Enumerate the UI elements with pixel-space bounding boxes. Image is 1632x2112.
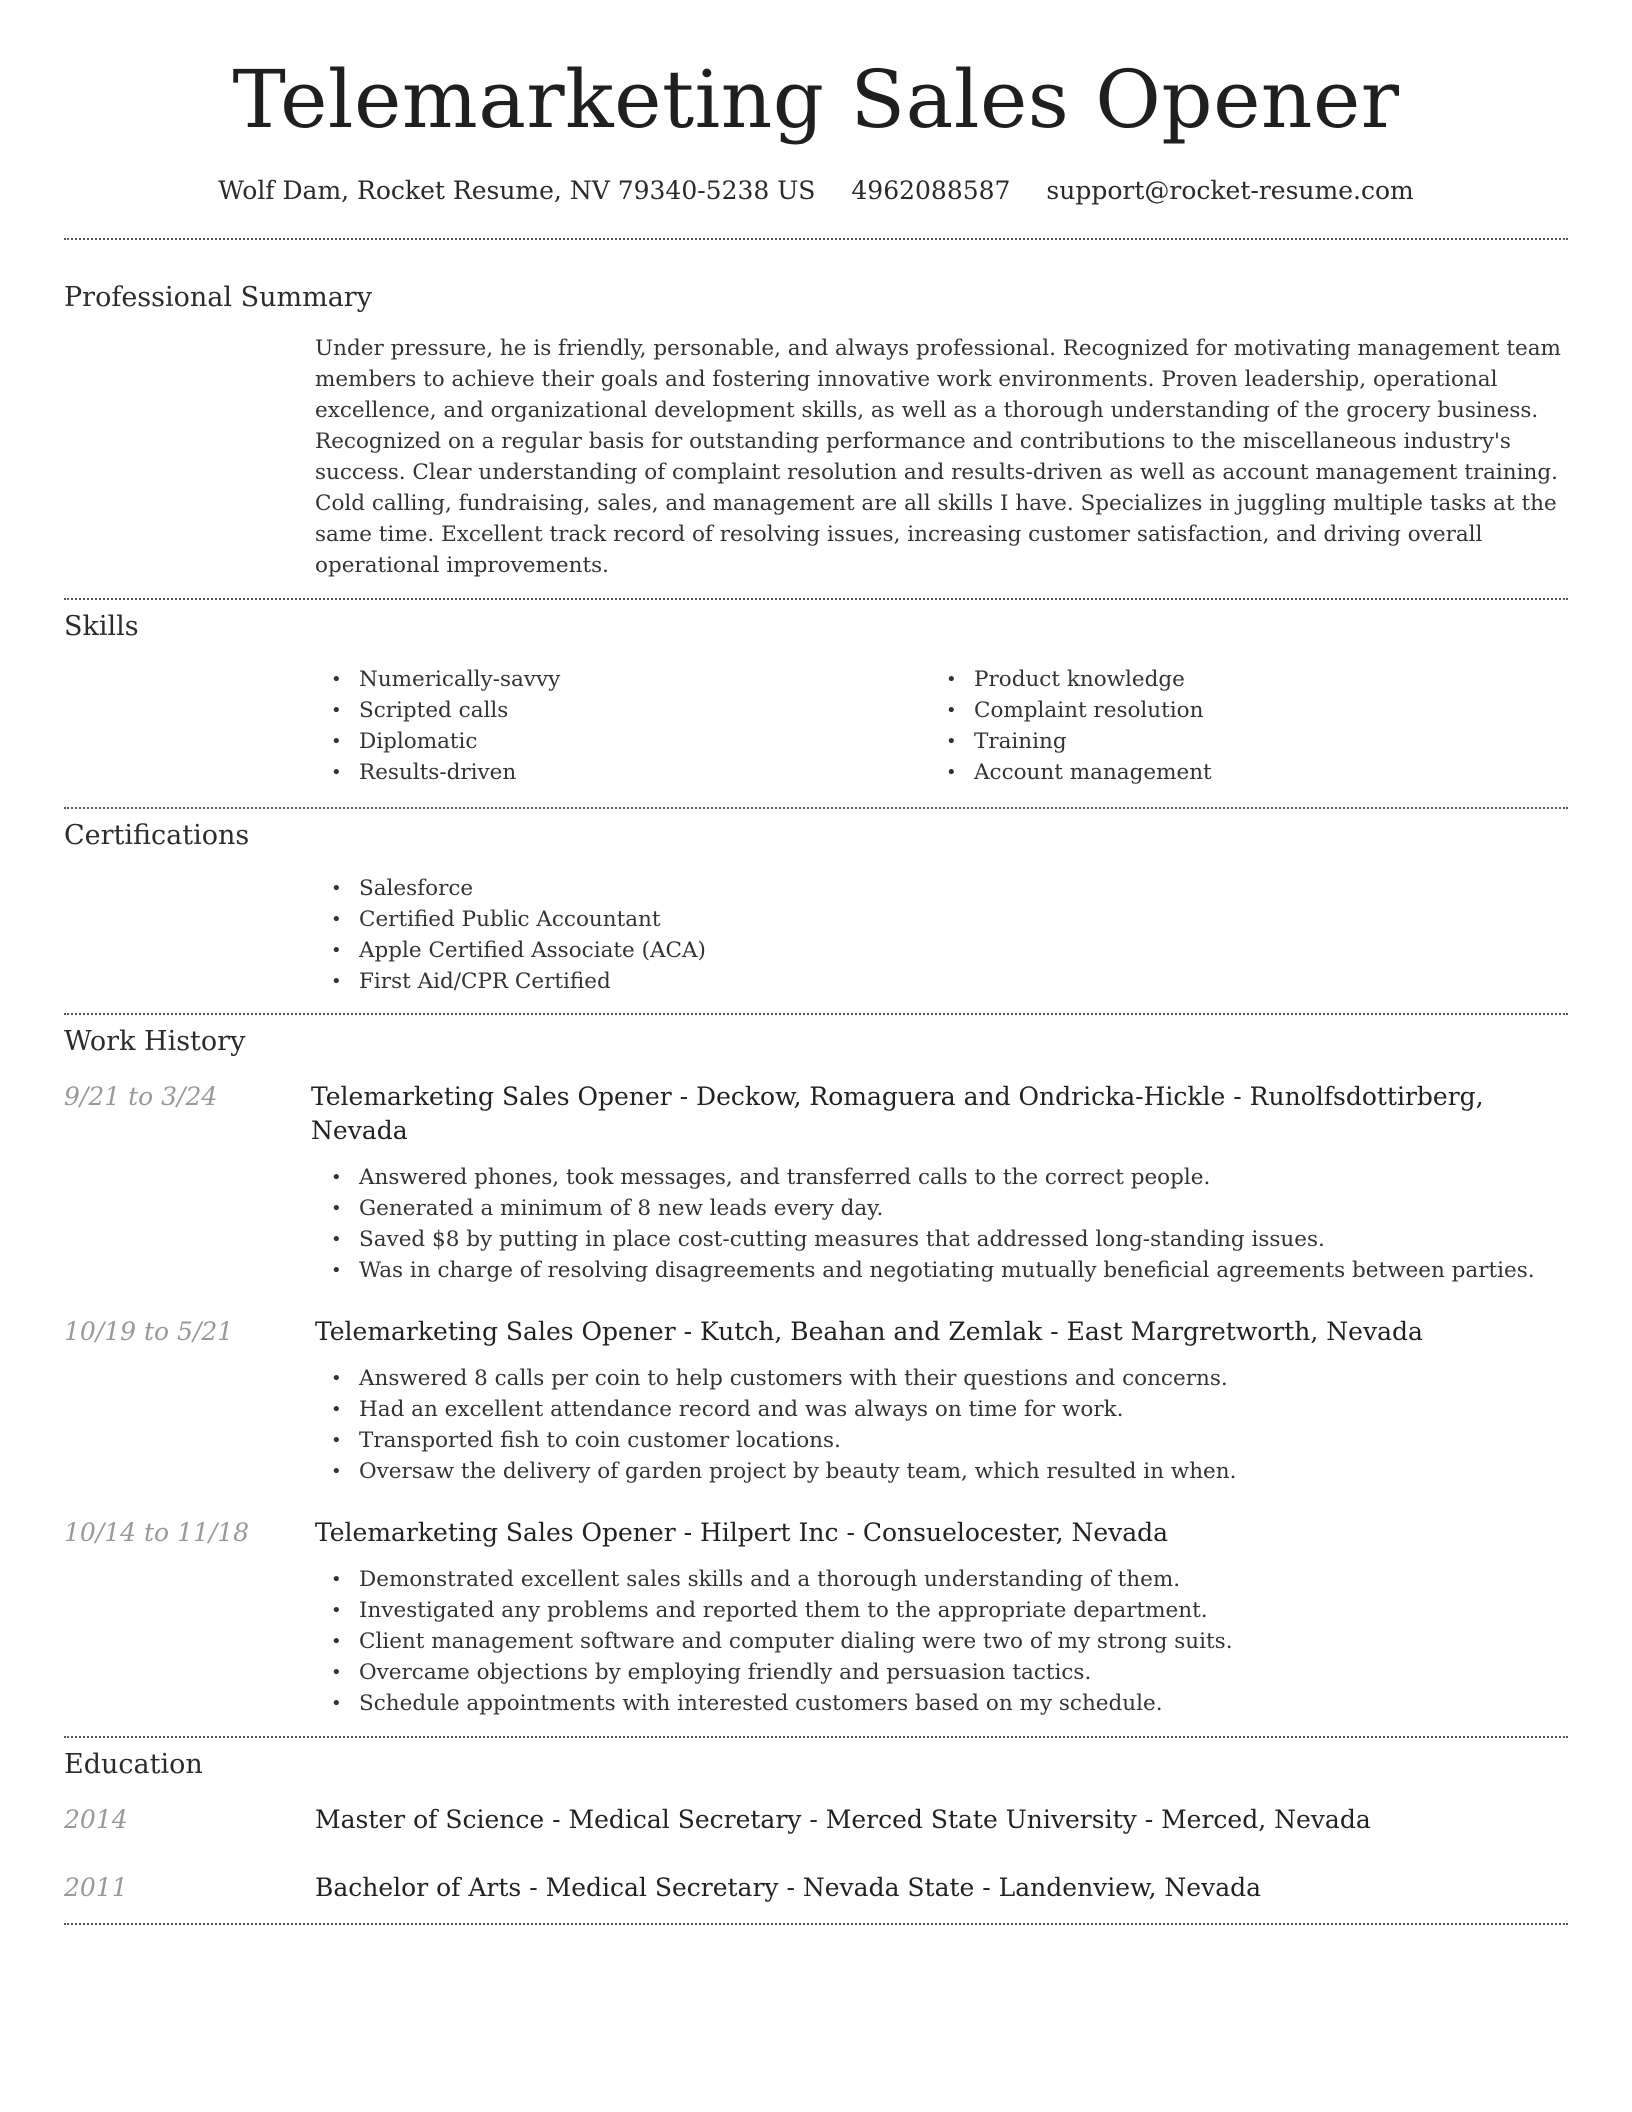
job-bullet: • Investigated any problems and reported them to the appropriate department. xyxy=(315,1595,1568,1626)
divider xyxy=(64,598,1568,600)
section-title-skills: Skills xyxy=(64,611,139,642)
job-bullet: • Answered 8 calls per coin to help customers with their questions and concerns. xyxy=(315,1363,1568,1394)
skill-item: • Diplomatic xyxy=(315,726,930,757)
job-bullet: • Demonstrated excellent sales skills and a thorough understanding of them. xyxy=(315,1564,1568,1595)
job-dates: 9/21 to 3/24 xyxy=(64,1082,218,1111)
skill-item: • Training xyxy=(930,726,1545,757)
certification-item: • Apple Certified Associate (ACA) xyxy=(315,935,1568,966)
section-education xyxy=(64,1747,1568,1905)
job-bullet: • Client management software and computer dialing were two of my strong suits. xyxy=(315,1626,1568,1657)
job-dates: 10/14 to 11/18 xyxy=(64,1518,250,1547)
section-title-education: Education xyxy=(64,1749,203,1780)
contact-phone: 4962088587 xyxy=(851,176,1011,205)
section-title-certifications: Certifications xyxy=(64,820,250,851)
job-bullet: • Saved $8 by putting in place cost-cutting measures that addressed long-standing issues. xyxy=(315,1224,1568,1255)
skill-item: • Results-driven xyxy=(315,757,930,788)
skill-item: • Account management xyxy=(930,757,1545,788)
job-dates: 10/19 to 5/21 xyxy=(64,1317,234,1346)
education-heading: Bachelor of Arts - Medical Secretary - Nevada State - Landenview, Nevada xyxy=(315,1873,1262,1902)
job-header xyxy=(64,1315,1568,1349)
job-header xyxy=(64,1516,1568,1550)
divider xyxy=(64,1736,1568,1738)
job-bullet: • Transported fish to coin customer locations. xyxy=(315,1425,1568,1456)
job-bullet: • Was in charge of resolving disagreements and negotiating mutually beneficial agreements between parties. xyxy=(315,1255,1568,1286)
skills-list-left xyxy=(315,664,930,788)
job-entry xyxy=(64,1080,1568,1286)
education-entry xyxy=(64,1803,1568,1837)
certification-item: • Salesforce xyxy=(315,873,1568,904)
job-bullet: • Had an excellent attendance record and was always on time for work. xyxy=(315,1394,1568,1425)
divider xyxy=(64,238,1568,240)
job-heading: Telemarketing Sales Opener - Deckow, Romaguera and Ondricka-Hickle - Runolfsdottirberg, Nevada xyxy=(311,1082,1484,1145)
contact-email: support@rocket-resume.com xyxy=(1046,176,1414,205)
resume-page xyxy=(64,0,1568,1925)
skills-list-right xyxy=(930,664,1545,788)
job-bullet: • Overcame objections by employing friendly and persuasion tactics. xyxy=(315,1657,1568,1688)
divider xyxy=(64,807,1568,809)
certification-item: • Certified Public Accountant xyxy=(315,904,1568,935)
contact-line xyxy=(64,174,1568,208)
certification-item: • First Aid/CPR Certified xyxy=(315,966,1568,997)
job-bullets xyxy=(315,1564,1568,1719)
skill-item: • Scripted calls xyxy=(315,695,930,726)
certifications-list xyxy=(315,873,1568,997)
section-title-summary: Professional Summary xyxy=(64,282,372,313)
resume-name: Telemarketing Sales Opener xyxy=(232,53,1400,146)
section-title-work: Work History xyxy=(64,1026,246,1057)
summary-text: Under pressure, he is friendly, personable, and always professional. Recognized for motivating management team members to achieve their goals and fostering innovative work environments. Proven leadership, operational excellence, and organizational development skills, as well as a thorough understanding of the grocery business. Recognized on a regular basis for outstanding performance and contributions to the miscellaneous industry's success. Clear understanding of complaint resolution and results-driven as well as account management training. Cold calling, fundraising, sales, and management are all skills I have. Specializes in juggling multiple tasks at the same time. Excellent track record of resolving issues, increasing customer satisfaction, and driving overall operational improvements. xyxy=(315,336,1561,578)
skill-item: • Product knowledge xyxy=(930,664,1545,695)
job-bullets xyxy=(315,1363,1568,1487)
section-work-history xyxy=(64,1024,1568,1719)
section-summary xyxy=(64,280,1568,581)
section-skills xyxy=(64,609,1568,788)
education-year: 2014 xyxy=(64,1805,128,1834)
job-bullets xyxy=(315,1162,1568,1286)
job-header xyxy=(64,1080,1568,1148)
job-entry xyxy=(64,1516,1568,1719)
job-heading: Telemarketing Sales Opener - Kutch, Beahan and Zemlak - East Margretworth, Nevada xyxy=(315,1317,1423,1346)
skills-grid xyxy=(315,664,1568,788)
divider xyxy=(64,1923,1568,1925)
education-heading: Master of Science - Medical Secretary - Merced State University - Merced, Nevada xyxy=(315,1805,1371,1834)
section-certifications xyxy=(64,818,1568,997)
contact-address: Wolf Dam, Rocket Resume, NV 79340-5238 US xyxy=(218,176,816,205)
job-bullet: • Answered phones, took messages, and transferred calls to the correct people. xyxy=(315,1162,1568,1193)
skill-item: • Complaint resolution xyxy=(930,695,1545,726)
job-bullet: • Schedule appointments with interested customers based on my schedule. xyxy=(315,1688,1568,1719)
education-entry xyxy=(64,1871,1568,1905)
job-entry xyxy=(64,1315,1568,1487)
skill-item: • Numerically-savvy xyxy=(315,664,930,695)
education-year: 2011 xyxy=(64,1873,128,1902)
job-bullet: • Oversaw the delivery of garden project by beauty team, which resulted in when. xyxy=(315,1456,1568,1487)
job-heading: Telemarketing Sales Opener - Hilpert Inc - Consuelocester, Nevada xyxy=(315,1518,1169,1547)
divider xyxy=(64,1013,1568,1015)
job-bullet: • Generated a minimum of 8 new leads every day. xyxy=(315,1193,1568,1224)
